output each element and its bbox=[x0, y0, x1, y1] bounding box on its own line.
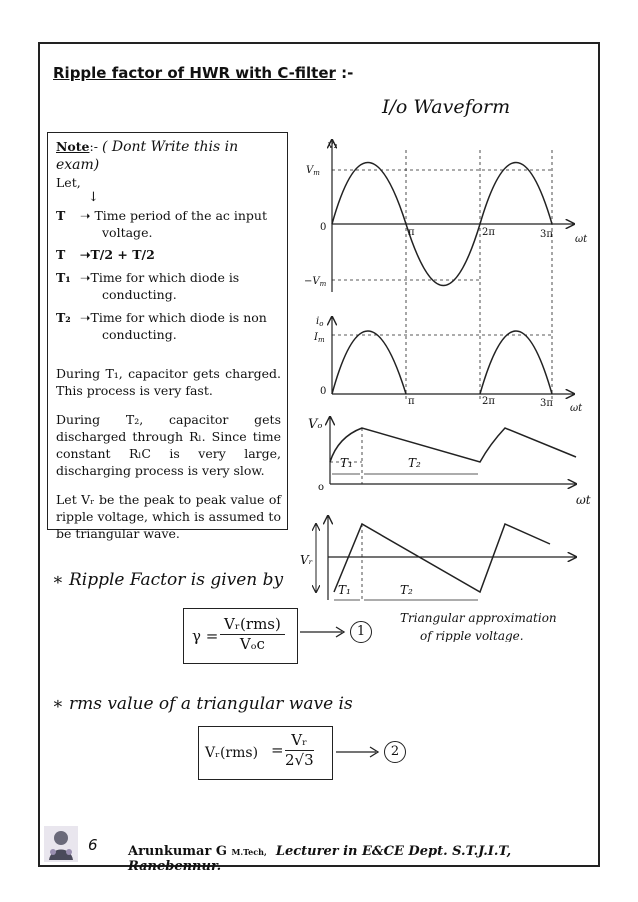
note-paragraph: During T₁, capacitor gets charged. This process is very fast. bbox=[56, 366, 281, 398]
origin-label: 0 bbox=[320, 386, 327, 397]
ripple-caption: Triangular approximation bbox=[400, 611, 557, 625]
y-axis-label: $i_o$ bbox=[316, 316, 324, 328]
note-paragraph: Let Vᵣ be the peak to peak value of ripple voltage, which is assumed to be triangular wave. bbox=[56, 492, 281, 541]
ripple-voltage-graph bbox=[300, 516, 576, 642]
t2-label: T₂ bbox=[408, 456, 421, 470]
input-voltage-graph bbox=[304, 140, 588, 402]
x-axis-label: ωt bbox=[575, 234, 588, 245]
tick-label: π bbox=[408, 396, 415, 407]
definition-item: T ➝T/2 + T/2 bbox=[56, 247, 155, 262]
author-logo-icon bbox=[44, 826, 78, 862]
origin-label: o bbox=[318, 482, 325, 493]
waveform-diagrams bbox=[300, 132, 600, 642]
note-let: Let, bbox=[56, 175, 81, 190]
fraction bbox=[220, 615, 285, 653]
negative-peak-label: $-V_m$ bbox=[304, 276, 327, 288]
t1-label: T₁ bbox=[338, 583, 351, 597]
t1-label: T₁ bbox=[340, 456, 353, 470]
equation-number: 1 bbox=[350, 621, 372, 643]
t2-label: T₂ bbox=[400, 583, 413, 597]
definition-item: T₁ ➝Time for which diode is conducting. bbox=[56, 270, 240, 302]
definition-item: T₂ ➝Time for which diode is non conducting. bbox=[56, 310, 267, 342]
io-waveform-heading: I/o Waveform bbox=[382, 96, 511, 118]
tick-label: 2π bbox=[482, 227, 495, 238]
rms-triangular-heading: ∗ rms value of a triangular wave is bbox=[52, 694, 353, 714]
fraction-denominator: Vₒc bbox=[239, 635, 265, 653]
author-credit: Arunkumar G M.Tech, Lecturer in E&CE Dept. S.T.J.I.T, Ranebennur. bbox=[128, 844, 512, 874]
arrow-down-icon: ↓ bbox=[88, 190, 99, 205]
origin-label: 0 bbox=[320, 222, 327, 233]
formula-lhs: γ = bbox=[192, 627, 219, 645]
arrow-right-icon bbox=[334, 746, 382, 758]
ripple-amplitude-label: Vᵣ bbox=[300, 553, 313, 567]
arrow-right-icon bbox=[298, 626, 348, 638]
formula-lhs: Vᵣ(rms) bbox=[205, 745, 259, 761]
note-box bbox=[47, 132, 288, 541]
tick-label: 2π bbox=[482, 396, 495, 407]
fraction-denominator: 2√3 bbox=[285, 751, 314, 769]
definition-item: T ➝ Time period of the ac input voltage. bbox=[56, 208, 268, 240]
peak-label: $V_m$ bbox=[306, 165, 320, 177]
y-axis-label: Vₒ bbox=[308, 417, 323, 432]
tick-label: π bbox=[408, 227, 415, 238]
rms-formula bbox=[198, 726, 333, 780]
x-axis-label: ωt bbox=[570, 403, 583, 414]
note-header: Note:- ( Dont Write this in exam) bbox=[56, 139, 239, 173]
peak-label: $I_m$ bbox=[314, 332, 325, 344]
fraction bbox=[285, 731, 314, 769]
output-voltage-graph bbox=[308, 417, 591, 507]
equation-number: 2 bbox=[384, 741, 406, 763]
page-number: 6 bbox=[88, 836, 98, 854]
ripple-factor-heading: ∗ Ripple Factor is given by bbox=[52, 570, 284, 590]
fraction-numerator: Vᵣ bbox=[285, 731, 314, 751]
tick-label: 3π bbox=[540, 398, 553, 409]
formula-equals: = bbox=[271, 741, 284, 759]
tick-label: 3π bbox=[540, 229, 553, 240]
y-axis-label: v₂ bbox=[328, 140, 338, 151]
fraction-numerator: Vᵣ(rms) bbox=[220, 615, 285, 635]
ripple-caption: of ripple voltage. bbox=[420, 629, 524, 642]
note-paragraph: During T₂, capacitor gets discharged through Rₗ. Since time constant RₗC is very large, discharging process is very slow. bbox=[56, 412, 281, 478]
ripple-factor-formula bbox=[183, 608, 298, 664]
note-aside: ( Dont Write this in exam) bbox=[56, 139, 239, 173]
x-axis-label: ωt bbox=[576, 493, 591, 507]
footer bbox=[40, 822, 598, 874]
page-title: Ripple factor of HWR with C-filter :- bbox=[53, 64, 354, 82]
diode-current-graph bbox=[313, 316, 583, 414]
